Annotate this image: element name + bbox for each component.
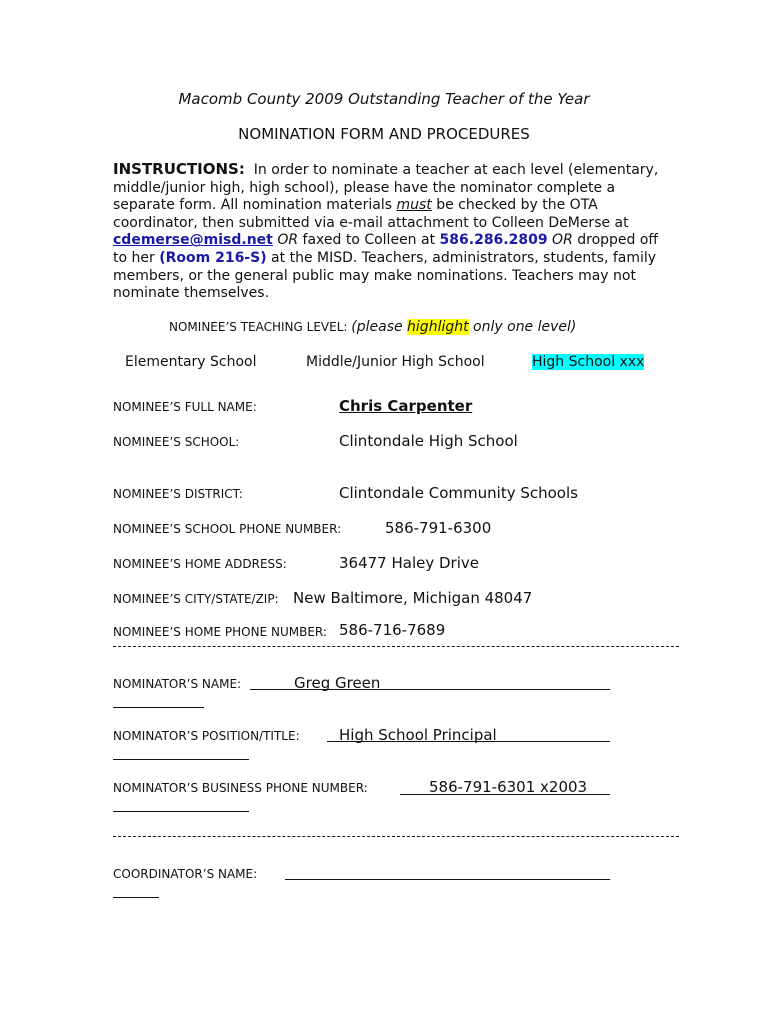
nominee-home-address-value[interactable]: 36477 Haley Drive <box>339 554 479 572</box>
teaching-level-label: NOMINEE’S TEACHING LEVEL: <box>169 320 352 334</box>
instructions-text-1: In order to nominate a teacher at each level (elementary, middle/junior high, high school), please have the nominator complete a separate form. All nomination materials <box>113 162 659 214</box>
nominee-school-phone-value[interactable]: 586-791-6300 <box>385 519 492 537</box>
page-title: Macomb County 2009 Outstanding Teacher of the Year <box>178 90 590 108</box>
nominee-full-name-value[interactable]: Chris Carpenter <box>339 397 473 415</box>
nominator-position-label: NOMINATOR’S POSITION/TITLE: <box>113 729 300 743</box>
teaching-level-please: please <box>356 319 408 335</box>
form-subtitle: NOMINATION FORM AND PROCEDURES <box>238 125 530 143</box>
instructions-must: must <box>396 197 432 214</box>
section-divider-2 <box>113 836 679 837</box>
fax-number: 586.286.2809 <box>439 232 548 249</box>
nominee-district-label: NOMINEE’S DISTRICT: <box>113 487 243 501</box>
nominee-city-value[interactable]: New Baltimore, Michigan 48047 <box>293 589 533 607</box>
level-option-elementary[interactable]: Elementary School <box>125 354 257 370</box>
nominee-home-phone-label: NOMINEE’S HOME PHONE NUMBER: <box>113 625 327 639</box>
nominee-school-phone-label: NOMINEE’S SCHOOL PHONE NUMBER: <box>113 522 342 536</box>
nominator-name-label: NOMINATOR’S NAME: <box>113 677 242 691</box>
level-option-middle[interactable]: Middle/Junior High School <box>306 354 485 370</box>
nominator-name-value[interactable]: Greg Green <box>294 674 381 692</box>
room-number: (Room 216-S) <box>159 249 267 266</box>
instructions-text-2: be checked by the OTA coordinator, then submitted via e-mail attachment to Colleen DeMerse at <box>113 197 629 231</box>
nominator-phone-underline-2 <box>113 811 249 812</box>
instructions-text-3: faxed to Colleen at <box>298 232 440 249</box>
level-option-high-school[interactable]: High School xxx <box>532 354 645 370</box>
nominee-school-value[interactable]: Clintondale High School <box>339 432 518 450</box>
coordinator-name-underline-2 <box>113 897 159 898</box>
coordinator-name-underline[interactable] <box>285 879 610 880</box>
nominee-home-address-label: NOMINEE’S HOME ADDRESS: <box>113 557 287 571</box>
nominator-phone-value[interactable]: 586-791-6301 x2003 <box>429 778 588 796</box>
nominee-full-name-label: NOMINEE’S FULL NAME: <box>113 400 257 414</box>
teaching-level-heading <box>169 319 576 335</box>
coordinator-name-label: COORDINATOR’S NAME: <box>113 867 258 881</box>
nominator-position-underline-2 <box>113 759 249 760</box>
section-divider-1 <box>113 646 679 647</box>
email-link[interactable]: cdemerse@misd.net <box>113 232 273 249</box>
nominee-school-label: NOMINEE’S SCHOOL: <box>113 435 240 449</box>
nominator-position-value[interactable]: High School Principal <box>339 726 497 744</box>
nominee-home-phone-value[interactable]: 586-716-7689 <box>339 621 446 639</box>
teaching-level-paren: ( <box>351 319 357 335</box>
teaching-level-highlight-word: highlight <box>407 319 469 335</box>
nominator-name-underline-2 <box>113 707 204 708</box>
instructions-label: INSTRUCTIONS: <box>113 160 245 178</box>
instructions-text-5: at the MISD. Teachers, administrators, students, family members, or the general public may make nominations. Teachers may not nominate themselves. <box>113 249 657 302</box>
instructions-text-4: dropped off to her <box>113 232 659 266</box>
teaching-level-rest: only one level) <box>468 319 577 335</box>
nominee-district-value[interactable]: Clintondale Community Schools <box>339 484 578 502</box>
nominator-phone-label: NOMINATOR’S BUSINESS PHONE NUMBER: <box>113 781 368 795</box>
instructions-or-1: OR <box>277 232 299 249</box>
nominee-city-label: NOMINEE’S CITY/STATE/ZIP: <box>113 592 279 606</box>
instructions-or-2: OR <box>552 232 573 249</box>
instructions-paragraph <box>113 161 673 303</box>
